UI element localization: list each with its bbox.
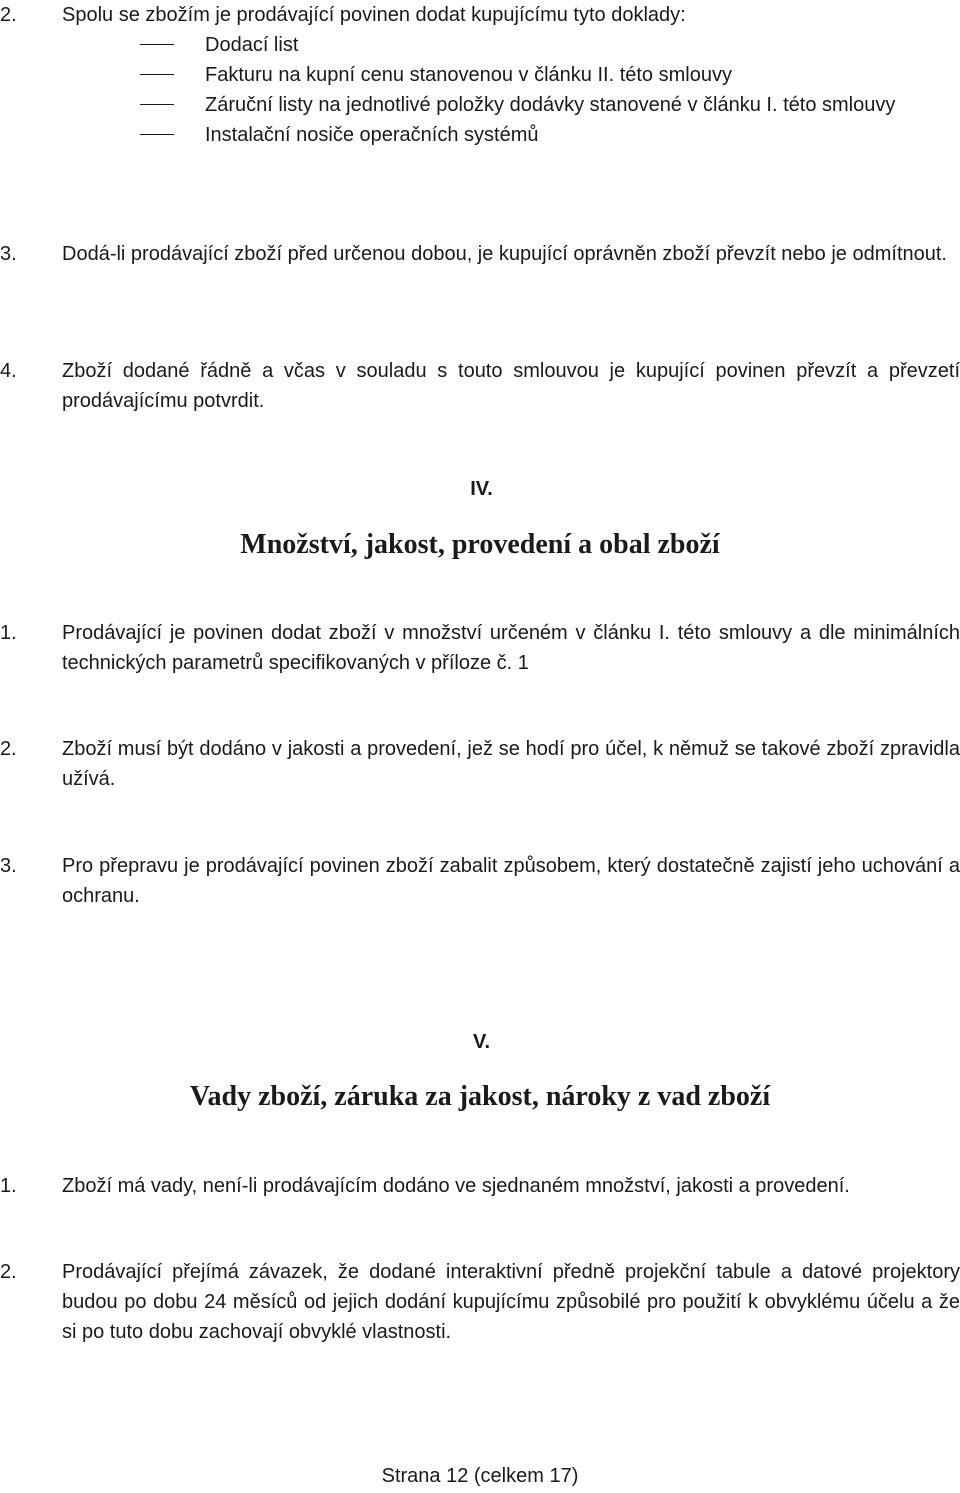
section-title: Množství, jakost, provedení a obal zboží <box>240 529 720 560</box>
section4-clause-2 <box>0 734 960 794</box>
list-item: Dodací list <box>0 30 960 60</box>
clause-text: Prodávající je povinen dodat zboží v množství určeném v článku I. této smlouvy a dle minimálních technických parametrů specifikovaných v příloze č. 1 <box>62 622 960 674</box>
clause-number: 1. <box>0 1175 17 1197</box>
clause-number: 2. <box>0 4 17 26</box>
dash-bullet-icon <box>140 44 174 45</box>
clause-number: 3. <box>0 243 17 265</box>
section5-clause-2 <box>0 1257 960 1347</box>
clause-text: Spolu se zbožím je prodávající povinen dodat kupujícímu tyto doklady: <box>62 4 686 26</box>
section4-clause-3 <box>0 851 960 911</box>
list-item: Záruční listy na jednotlivé položky dodávky stanovené v článku I. této smlouvy <box>0 90 960 120</box>
section-title: Vady zboží, záruka za jakost, nároky z vad zboží <box>189 1081 771 1112</box>
clause-3 <box>0 239 960 269</box>
clause-number: 4. <box>0 360 17 382</box>
clause-text: Dodá-li prodávající zboží před určenou dobou, je kupující oprávněn zboží převzít nebo je odmítnout. <box>62 243 947 265</box>
documents-list <box>0 30 960 150</box>
clause-number: 1. <box>0 622 17 644</box>
section-number: V. <box>472 1031 491 1053</box>
section4-clause-1 <box>0 618 960 678</box>
clause-2 <box>0 0 960 30</box>
clause-4 <box>0 356 960 416</box>
clause-number: 3. <box>0 855 17 877</box>
clause-text: Pro přepravu je prodávající povinen zboží zabalit způsobem, který dostatečně zajistí jeho uchování a ochranu. <box>62 855 960 907</box>
section5-clause-1 <box>0 1171 960 1201</box>
dash-bullet-icon <box>140 104 174 105</box>
list-item: Instalační nosiče operačních systémů <box>0 120 960 150</box>
clause-number: 2. <box>0 738 17 760</box>
list-item: Fakturu na kupní cenu stanovenou v článku II. této smlouvy <box>0 60 960 90</box>
page-footer: Strana 12 (celkem 17) <box>381 1465 579 1487</box>
dash-bullet-icon <box>140 74 174 75</box>
dash-bullet-icon <box>140 134 174 135</box>
clause-text: Zboží musí být dodáno v jakosti a provedení, jež se hodí pro účel, k němuž se takové zboží zpravidla užívá. <box>62 738 960 790</box>
clause-number: 2. <box>0 1261 17 1283</box>
clause-text: Zboží má vady, není-li prodávajícím dodáno ve sjednaném množství, jakosti a provedení. <box>62 1175 850 1197</box>
clause-text: Zboží dodané řádně a včas v souladu s touto smlouvou je kupující povinen převzít a převzetí prodávajícímu potvrdit. <box>62 360 960 412</box>
section-number: IV. <box>470 478 493 500</box>
clause-text: Prodávající přejímá závazek, že dodané interaktivní předně projekční tabule a datové projektory budou po dobu 24 měsíců od jejich dodání kupujícímu způsobilé pro použití k obvyklému účelu a že si po tuto dobu zachovají obvyklé vlastnosti. <box>62 1261 960 1343</box>
